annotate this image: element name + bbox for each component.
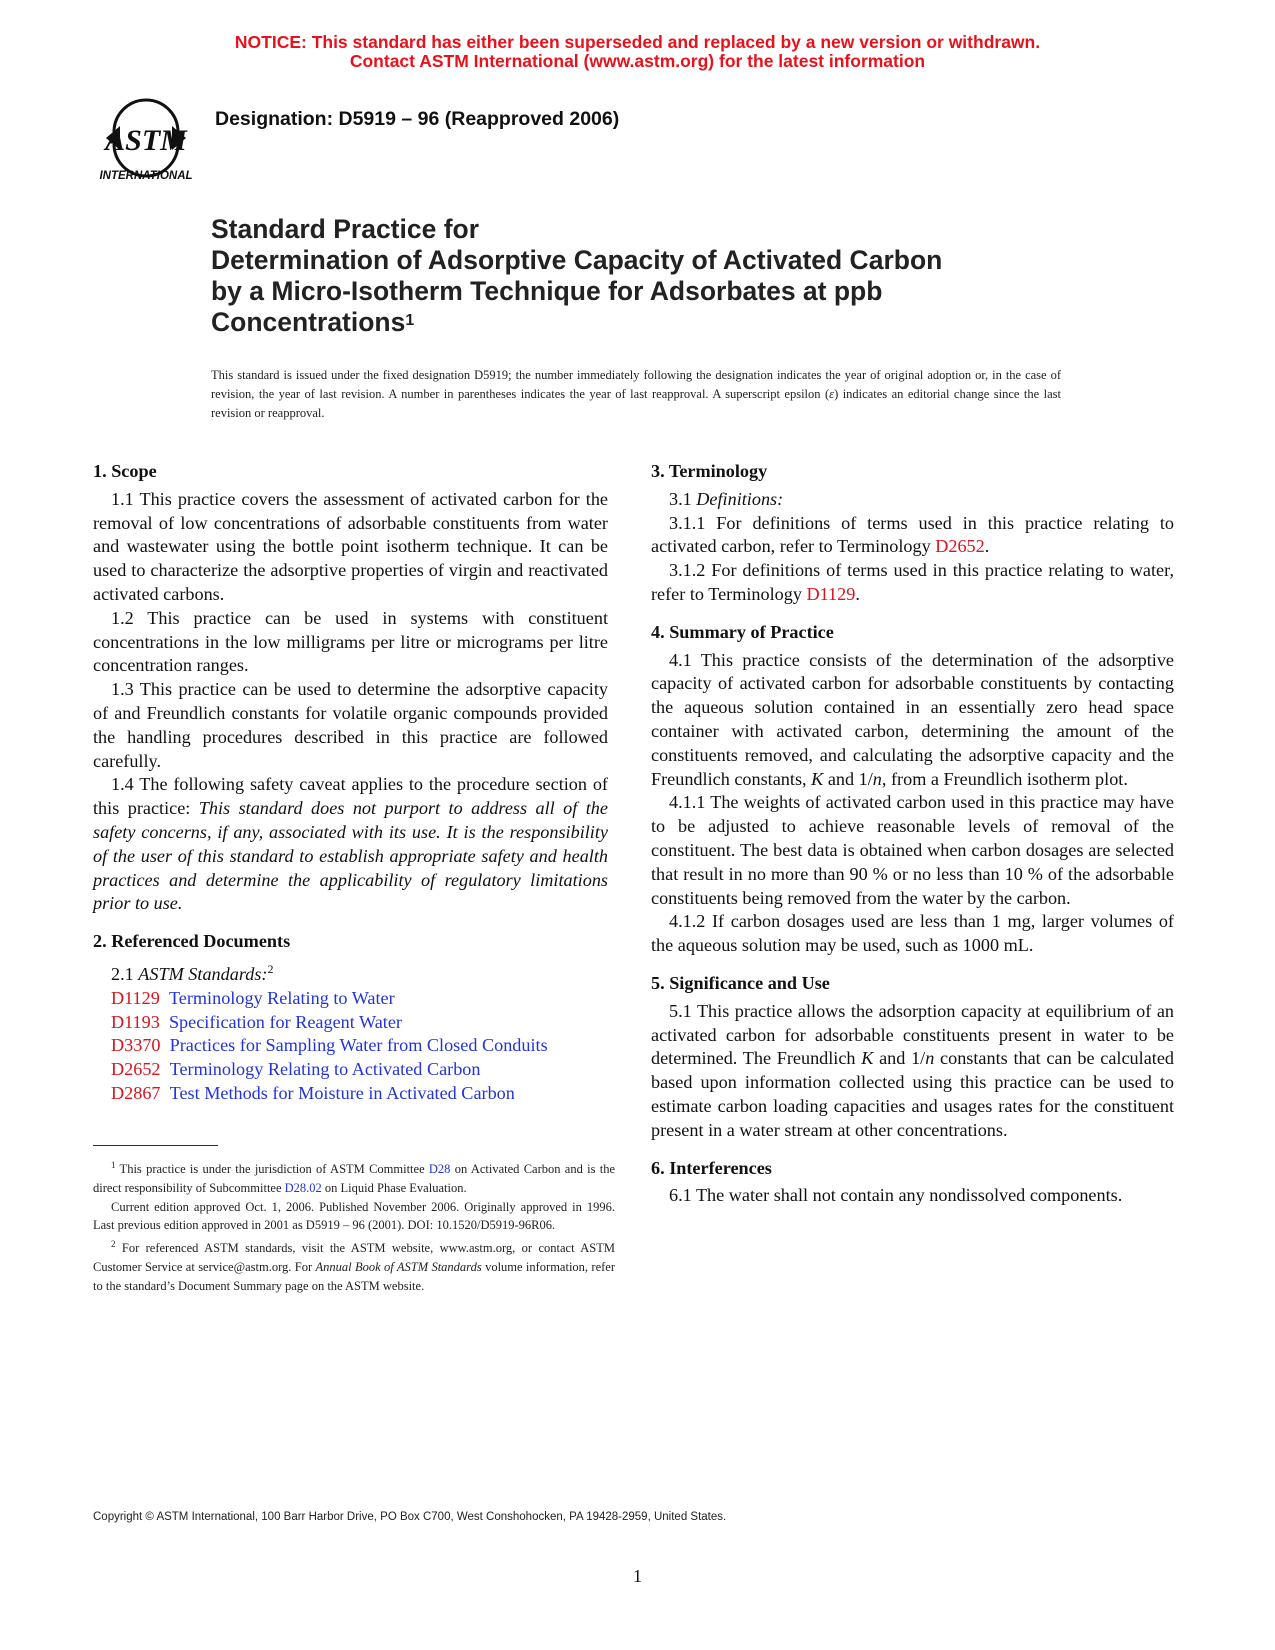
reference-code-link[interactable]: D1129 (111, 987, 160, 1008)
svg-text:ASTM: ASTM (105, 124, 187, 157)
paragraph-4-1-2: 4.1.2 If carbon dosages used are less than 1 mg, larger volumes of the aqueous solution may be used, such as 1000 mL. (651, 911, 1174, 956)
section-heading-scope: 1. Scope (93, 461, 157, 481)
reference-item[interactable] (93, 1082, 608, 1106)
reference-code-link[interactable]: D2867 (111, 1082, 161, 1103)
footnote-divider (93, 1145, 218, 1146)
d1129-link[interactable]: D1129 (806, 583, 856, 604)
footnote-1-marker: 1 (405, 312, 415, 329)
title-line-3: by a Micro-Isotherm Technique for Adsorbates at ppb (211, 276, 883, 306)
section-heading-significance: 5. Significance and Use (651, 972, 830, 993)
paragraph-1-4: 1.4 The following safety caveat applies to the procedure section of this practice: This standard does not purport to address all of the safety concerns, if any, associated with its use. It is the responsibility of the user of this standard to establish appropriate safety and health practices and determine the applicability of regulatory limitations prior to use. (93, 774, 608, 914)
paragraph-3-1-1: 3.1.1 For definitions of terms used in this practice relating to activated carbon, refer to Terminology D2652. (651, 512, 1174, 557)
title-line-4: Concentrations$^1$ (211, 307, 415, 337)
paragraph-1-1: 1.1 This practice covers the assessment of activated carbon for the removal of low concentrations of adsorbable constituents from water and wastewater using the bottle point isotherm technique. It can be used to characterize the adsorptive properties of virgin and reactivated activated carbons. (93, 488, 608, 604)
reference-list (93, 987, 608, 1106)
footnote-2-marker: 2 (267, 961, 274, 976)
section-heading-summary: 4. Summary of Practice (651, 621, 834, 642)
reference-code-link[interactable]: D3370 (111, 1035, 161, 1056)
paragraph-6-1: 6.1 The water shall not contain any nondissolved components. (669, 1185, 1123, 1206)
right-column (651, 460, 1174, 1208)
document-title (211, 214, 1111, 338)
footnote-1-edition: Current edition approved Oct. 1, 2006. Published November 2006. Originally approved in 1996. Last previous edition approved in 2001 as D5919 – 96 (2001). DOI: 10.1520/D5919-96R06. (93, 1199, 615, 1233)
reference-title-link[interactable]: Practices for Sampling Water from Closed Conduits (169, 1035, 548, 1056)
copyright-line: Copyright © ASTM International, 100 Barr Harbor Drive, PO Box C700, West Conshohocken, PA 19428-2959, United States. (93, 1511, 727, 1523)
reference-code-link[interactable]: D2652 (111, 1059, 161, 1080)
astm-logo-icon (94, 88, 198, 184)
paragraph-3-1-2: 3.1.2 For definitions of terms used in this practice relating to water, refer to Terminology D1129. (651, 560, 1174, 604)
paragraph-3-1: 3.1 Definitions: (669, 488, 784, 509)
reference-title-link[interactable]: Test Methods for Moisture in Activated Carbon (169, 1082, 515, 1103)
issuance-note: This standard is issued under the fixed designation D5919; the number immediately following the designation indicates the year of original adoption or, in the case of revision, the year of last revision. A number in parentheses indicates the year of last reapproval. A superscript epsilon (ε) indicates an editorial change since the last revision or reapproval. (211, 368, 1062, 420)
notice-line-1: NOTICE: This standard has either been superseded and replaced by a new version or withdrawn. (234, 32, 1041, 52)
reference-title-link[interactable]: Terminology Relating to Activated Carbon (169, 1059, 481, 1080)
left-column (93, 460, 608, 1106)
reference-item[interactable] (93, 1034, 608, 1058)
reference-item[interactable] (93, 1058, 608, 1082)
notice-line-2: Contact ASTM International (www.astm.org) for the latest information (349, 51, 926, 71)
section-heading-referenced-documents: 2. Referenced Documents (93, 931, 291, 952)
paragraph-4-1-1: 4.1.1 The weights of activated carbon used in this practice may have to be adjusted to achieve reasonable levels of removal of the constituent. The best data is obtained when carbon dosages are selected that result in no more than 90 % or no less than 10 % of the adsorbable constituents being removed from the water by the carbon. (651, 792, 1174, 908)
withdrawal-notice (0, 33, 1275, 71)
footnote-1: $^1$ This practice is under the jurisdiction of ASTM Committee D28 on Activated Carbon and is the direct responsibility of Subcommittee D28.02 on Liquid Phase Evaluation. (93, 1160, 615, 1195)
reference-title-link[interactable]: Terminology Relating to Water (168, 987, 395, 1008)
section-heading-interferences: 6. Interferences (651, 1157, 772, 1178)
reference-title-link[interactable]: Specification for Reagent Water (168, 1011, 402, 1032)
reference-item[interactable] (93, 1011, 608, 1035)
subcommittee-d28-02-link[interactable]: D28.02 (284, 1180, 322, 1195)
committee-d28-link[interactable]: D28 (428, 1162, 451, 1177)
page-number: 1 (633, 1566, 642, 1586)
d2652-link[interactable]: D2652 (935, 536, 985, 557)
paragraph-1-3: 1.3 This practice can be used to determine the adsorptive capacity of and Freundlich constants for volatile organic compounds provided the handling procedures described in this practice are followed carefully. (93, 679, 608, 771)
footnotes (93, 1156, 615, 1295)
designation: Designation: D5919 – 96 (Reapproved 2006) (215, 108, 620, 130)
paragraph-1-2: 1.2 This practice can be used in systems with constituent concentrations in the low milligrams per litre or micrograms per litre concentration ranges. (93, 607, 608, 676)
title-line-1: Standard Practice for (211, 214, 480, 244)
reference-code-link[interactable]: D1193 (111, 1011, 160, 1032)
safety-caveat: This standard does not purport to address all of the safety concerns, if any, associated with its use. It is the responsibility of the user of this standard to establish appropriate safety and health practices and determine the applicability of regulatory limitations prior to use. (93, 798, 608, 914)
paragraph-5-1: 5.1 This practice allows the adsorption capacity at equilibrium of an activated carbon for adsorbable constituents present in water to be determined. The Freundlich K and 1/n constants that can be calculated based upon information collected using this practice can be used to estimate carbon loading capacities and usages rates for the constituent present in a water stream at other concentrations. (651, 1000, 1174, 1140)
paragraph-4-1: 4.1 This practice consists of the determination of the adsorptive capacity of activated carbon for adsorbable constituents by contacting the aqueous solution contained in an essentially zero head space container with activated carbon, determining the amount of the constituents removed, and calculating the adsorptive capacity and the Freundlich constants, K and 1/n, from a Freundlich isotherm plot. (651, 649, 1174, 789)
svg-text:INTERNATIONAL: INTERNATIONAL (99, 170, 193, 182)
footnote-2: $^2$ For referenced ASTM standards, visit the ASTM website, www.astm.org, or contact ASTM Customer Service at service@astm.org. For Annual Book of ASTM Standards volume information, refer to the standard’s Document Summary page on the ASTM website. (93, 1238, 615, 1293)
section-heading-terminology: 3. Terminology (651, 461, 768, 481)
paragraph-2-1: 2.1 ASTM Standards:$^2$ (111, 961, 274, 984)
title-line-2: Determination of Adsorptive Capacity of Activated Carbon (211, 245, 943, 275)
reference-item[interactable] (93, 987, 608, 1011)
